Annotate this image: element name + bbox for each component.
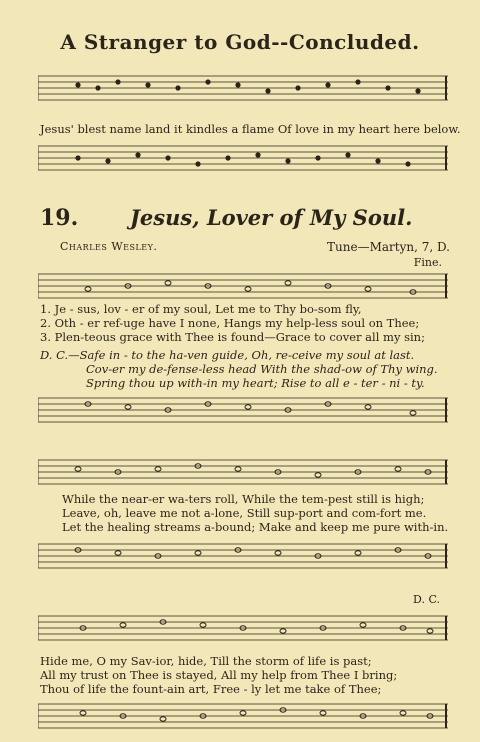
staff-treble-4 [38, 612, 448, 644]
verse2-line-3: Let the healing streams a-bound; Make and keep me pure with-in. [62, 520, 449, 534]
fine-mark: Fine. [413, 256, 442, 269]
dc-line-1: D. C.—Safe in - to the ha-ven guide, Oh, re-ceive my soul at last. [40, 348, 415, 362]
staff-treble-3 [38, 456, 448, 488]
verse-line-3: 3. Plen-teous grace with Thee is found—Grace to cover all my sin; [40, 330, 425, 344]
tune-info: Tune—Martyn, 7, D. [327, 240, 450, 254]
song-number: 19. [40, 205, 79, 231]
dc-mark: D. C. [413, 593, 440, 606]
verse-line-2: 2. Oth - er ref-uge have I none, Hangs my help-less soul on Thee; [40, 316, 420, 330]
verse3-line-2: All my trust on Thee is stayed, All my help from Thee I bring; [40, 668, 398, 682]
verse3-line-3: Thou of life the fount-ain art, Free - ly let me take of Thee; [40, 682, 382, 696]
verse2-line-1: While the near-er wa-ters roll, While the tem-pest still is high; [62, 492, 425, 506]
staff-bass-4 [38, 700, 448, 732]
staff-bass-3 [38, 540, 448, 572]
staff-bass-2 [38, 394, 448, 426]
top-lyric-line: Jesus' blest name land it kindles a flame Of love in my heart here below. [40, 122, 461, 136]
verse2-line-2: Leave, oh, leave me not a-lone, Still sup-port and com-fort me. [62, 506, 427, 520]
staff-treble-2 [38, 270, 448, 302]
verse3-line-1: Hide me, O my Sav-ior, hide, Till the storm of life is past; [40, 654, 372, 668]
song-title: Jesus, Lover of My Soul. [130, 205, 413, 230]
author: Charles Wesley. [60, 240, 158, 253]
dc-line-2: Cov-er my de-fense-less head With the shad-ow of Thy wing. [86, 362, 438, 376]
continued-title: A Stranger to God--Concluded. [60, 30, 420, 54]
dc-line-3: Spring thou up with-in my heart; Rise to all e - ter - ni - ty. [86, 376, 425, 390]
verse-line-1: 1. Je - sus, lov - er of my soul, Let me to Thy bo-som fly, [40, 302, 362, 316]
staff-treble-1 [38, 72, 448, 104]
staff-bass-1 [38, 142, 448, 174]
